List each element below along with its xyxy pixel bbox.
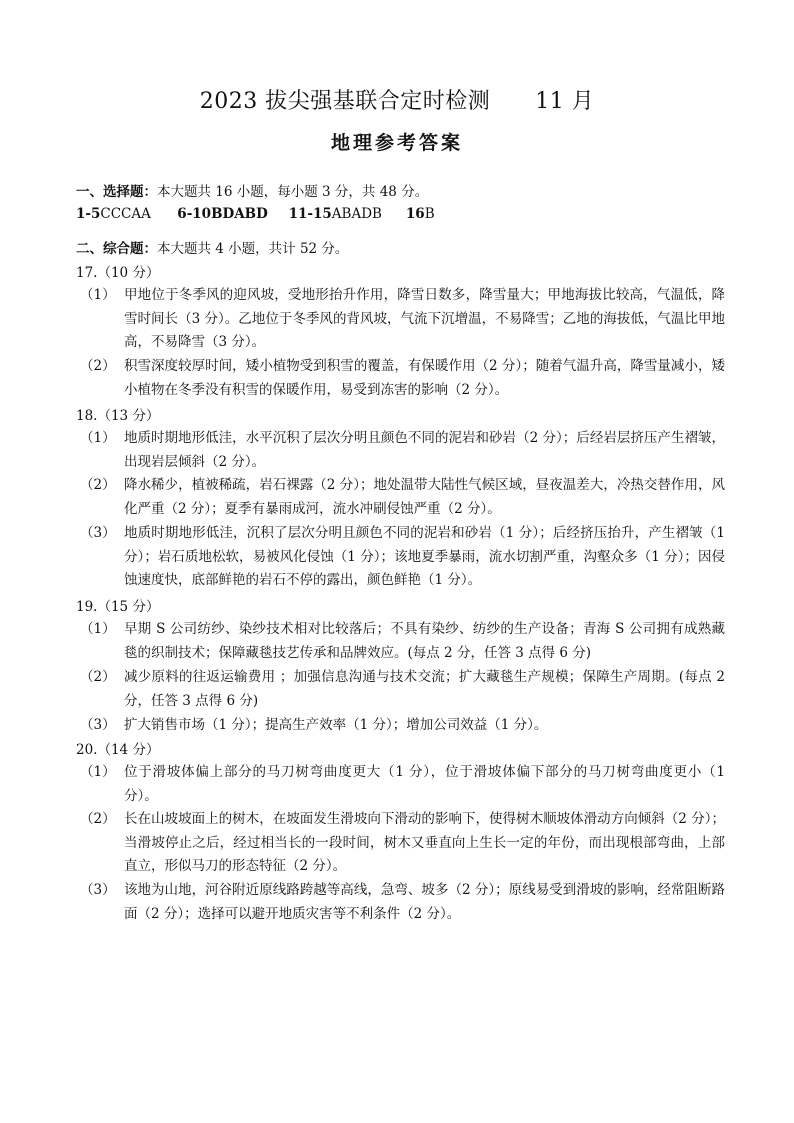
item-text: 地质时期地形低洼，沉积了层次分明且颜色不同的泥岩和砂岩（1 分）；后经挤压抬升，产生褶皱（1 分）；岩石质地松软，易被风化侵蚀（1 分）；该地夏季暴雨，流水切割严重，沟壑众多（1 分）；因侵蚀速度快，底部鲜艳的岩石不停的露出，颜色鲜艳（1 分）。 (124, 525, 725, 589)
item-number: （3） (80, 525, 116, 541)
mc-value: ABADB (331, 206, 382, 222)
item-number: （2） (80, 811, 116, 827)
section1-text: 本大题共 16 小题，每小题 3 分，共 48 分。 (157, 184, 429, 200)
mc-answer-group-4 (406, 206, 435, 222)
question-header: 18.（13 分） (76, 408, 160, 424)
item-number: （2） (80, 358, 116, 374)
mc-value: BDABD (211, 206, 268, 222)
mc-range: 6-10 (177, 206, 212, 222)
item-number: （1） (80, 287, 116, 303)
item-number: （1） (80, 621, 116, 637)
mc-value: CCCAA (100, 206, 151, 222)
answer-item (80, 879, 725, 926)
item-number: （1） (80, 430, 116, 446)
question-header: 20.（14 分） (76, 742, 160, 758)
answer-item (80, 714, 725, 738)
section2-label: 二、综合题： (76, 241, 157, 257)
item-text: 扩大销售市场（1 分）；提高生产效率（1 分）；增加公司效益（1 分）。 (124, 717, 548, 733)
mc-range: 11-15 (288, 206, 332, 222)
page-title: 2023 拔尖强基联合定时检测 11 月 (199, 89, 595, 114)
item-text: 地质时期地形低洼，水平沉积了层次分明且颜色不同的泥岩和砂岩（2 分）；后经岩层挤压产生褶皱，出现岩层倾斜（2 分）。 (124, 430, 725, 470)
item-text: 该地为山地，河谷附近原线路跨越等高线，急弯、坡多（2 分）；原线易受到滑坡的影响，经常阻断路面（2 分）；选择可以避开地质灾害等不利条件（2 分）。 (124, 882, 725, 922)
item-text: 甲地位于冬季风的迎风坡，受地形抬升作用，降雪日数多，降雪量大；甲地海拔比较高，气温低，降雪时间长（3 分）。乙地位于冬季风的背风坡，气流下沉增温，不易降雪；乙地的海拔低，气温比甲地高，不易降雪（3 分）。 (124, 287, 725, 351)
mc-range: 16 (405, 206, 425, 222)
answer-item (80, 427, 725, 474)
item-text: 积雪深度较厚时间，矮小植物受到积雪的覆盖，有保暖作用（2 分）；随着气温升高，降雪量减小，矮小植物在冬季没有积雪的保暖作用，易受到冻害的影响（2 分）。 (124, 358, 725, 398)
item-number: （2） (80, 477, 116, 493)
item-number: （1） (80, 764, 116, 780)
answer-item (80, 522, 725, 593)
page-subtitle: 地理参考答案 (330, 132, 463, 154)
mc-answer-group-1 (76, 206, 173, 222)
item-number: （2） (80, 669, 116, 685)
answer-item (80, 284, 725, 355)
mc-answers (76, 206, 435, 222)
mc-answer-group-2 (177, 206, 284, 222)
section1-label: 一、选择题： (76, 184, 157, 200)
item-number: （3） (80, 882, 116, 898)
section2-line (76, 237, 348, 257)
item-number: （3） (80, 717, 116, 733)
mc-range: 1-5 (76, 206, 101, 222)
item-text: 减少原料的往返运输费用 ；加强信息沟通与技术交流；扩大藏毯生产规模；保障生产周期。(每点 2 分，任答 3 点得 6 分) (124, 669, 725, 709)
section2-text: 本大题共 4 小题，共计 52 分。 (157, 241, 349, 257)
answer-item (80, 808, 725, 879)
item-text: 位于滑坡体偏上部分的马刀树弯曲度更大（1 分），位于滑坡体偏下部分的马刀树弯曲度更小（1 分）。 (124, 764, 725, 804)
section1-line (76, 180, 428, 200)
mc-answer-group-3 (289, 206, 402, 222)
answer-item (80, 666, 725, 713)
question-header: 19.（15 分） (76, 599, 160, 615)
answer-item (80, 474, 725, 521)
answer-item (80, 355, 725, 402)
answer-item (80, 761, 725, 808)
question-header: 17.（10 分） (76, 265, 160, 281)
mc-value: B (424, 206, 435, 222)
item-text: 降水稀少，植被稀疏，岩石裸露（2 分）；地处温带大陆性气候区域，昼夜温差大，冷热交替作用，风化严重（2 分）；夏季有暴雨成河，流水冲刷侵蚀严重（2 分）。 (124, 477, 725, 517)
item-text: 早期 S 公司纺纱、染纱技术相对比较落后；不具有染纱、纺纱的生产设备；青海 S 公司拥有成熟藏毯的织制技术；保障藏毯技艺传承和品牌效应。(每点 2 分，任答 3 点得 6 分) (124, 621, 725, 661)
answer-item (80, 618, 725, 665)
item-text: 长在山坡坡面上的树木，在坡面发生滑坡向下滑动的影响下，使得树木顺坡体滑动方向倾斜（2 分）；当滑坡停止之后，经过相当长的一段时间，树木又垂直向上生长一定的年份，而出现根部弯曲，上部直立，形似马刀的形态特征（2 分）。 (124, 811, 725, 875)
